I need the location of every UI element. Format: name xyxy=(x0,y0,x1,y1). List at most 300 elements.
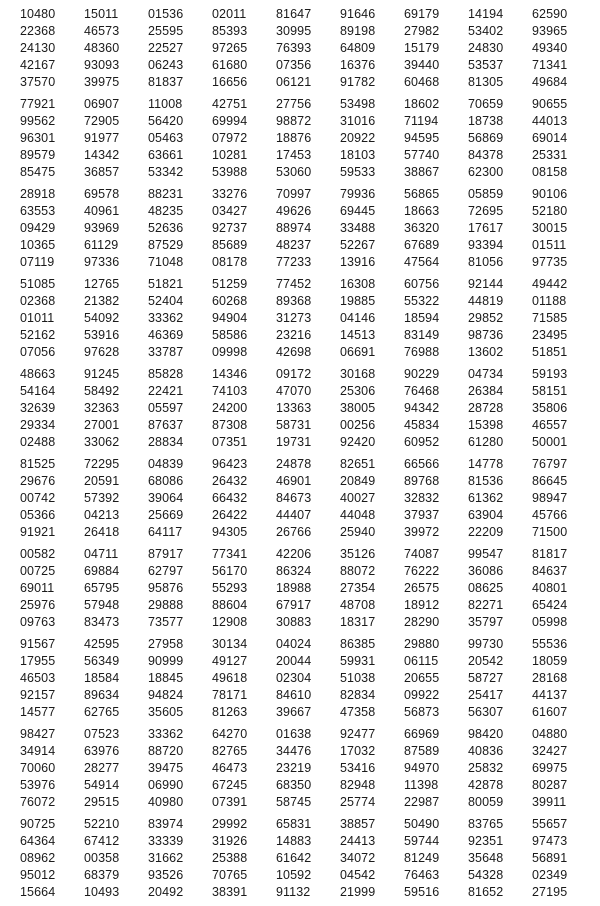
number-cell: 54328 xyxy=(468,868,504,882)
number-cell: 52162 xyxy=(20,328,56,342)
number-cell: 58586 xyxy=(212,328,248,342)
table-row xyxy=(0,434,600,451)
number-cell: 49626 xyxy=(276,204,312,218)
number-cell: 99547 xyxy=(468,547,504,561)
number-cell: 85828 xyxy=(148,367,184,381)
number-cell: 28728 xyxy=(468,401,504,415)
number-cell: 28277 xyxy=(84,761,120,775)
number-cell: 57740 xyxy=(404,148,440,162)
table-row xyxy=(0,327,600,344)
number-cell: 82271 xyxy=(468,598,504,612)
number-cell: 90999 xyxy=(148,654,184,668)
number-cell: 16656 xyxy=(212,75,248,89)
number-cell: 91977 xyxy=(84,131,120,145)
table-row xyxy=(0,546,600,563)
number-cell: 35797 xyxy=(468,615,504,629)
number-cell: 22421 xyxy=(148,384,184,398)
number-cell: 29334 xyxy=(20,418,56,432)
number-cell: 53060 xyxy=(276,165,312,179)
table-row xyxy=(0,237,600,254)
number-cell: 94595 xyxy=(404,131,440,145)
number-cell: 98872 xyxy=(276,114,312,128)
number-cell: 42167 xyxy=(20,58,56,72)
number-cell: 87529 xyxy=(148,238,184,252)
number-cell: 26418 xyxy=(84,525,120,539)
number-cell: 95876 xyxy=(148,581,184,595)
number-cell: 98736 xyxy=(468,328,504,342)
number-cell: 59931 xyxy=(340,654,376,668)
number-cell: 56349 xyxy=(84,654,120,668)
table-row xyxy=(0,6,600,23)
row-group xyxy=(0,816,600,901)
table-row xyxy=(0,383,600,400)
number-cell: 38857 xyxy=(340,817,376,831)
number-cell: 81652 xyxy=(468,885,504,899)
table-row xyxy=(0,490,600,507)
number-cell: 22527 xyxy=(148,41,184,55)
number-cell: 48235 xyxy=(148,204,184,218)
number-cell: 30883 xyxy=(276,615,312,629)
number-cell: 14346 xyxy=(212,367,248,381)
number-cell: 77921 xyxy=(20,97,56,111)
number-cell: 49127 xyxy=(212,654,248,668)
number-cell: 14883 xyxy=(276,834,312,848)
number-cell: 38391 xyxy=(212,885,248,899)
number-cell: 18602 xyxy=(404,97,440,111)
number-cell: 28918 xyxy=(20,187,56,201)
number-cell: 53537 xyxy=(468,58,504,72)
number-cell: 08158 xyxy=(532,165,568,179)
number-cell: 55657 xyxy=(532,817,568,831)
number-cell: 04880 xyxy=(532,727,568,741)
table-row xyxy=(0,704,600,721)
number-cell: 18912 xyxy=(404,598,440,612)
number-cell: 95012 xyxy=(20,868,56,882)
number-cell: 25976 xyxy=(20,598,56,612)
number-cell: 39911 xyxy=(532,795,567,809)
number-cell: 71341 xyxy=(532,58,568,72)
number-cell: 26384 xyxy=(468,384,504,398)
number-cell: 80059 xyxy=(468,795,504,809)
number-cell: 44819 xyxy=(468,294,504,308)
table-row xyxy=(0,636,600,653)
table-row xyxy=(0,743,600,760)
number-cell: 25832 xyxy=(468,761,504,775)
number-cell: 00582 xyxy=(20,547,56,561)
number-cell: 71194 xyxy=(404,114,439,128)
number-cell: 92144 xyxy=(468,277,504,291)
number-cell: 18988 xyxy=(276,581,312,595)
number-cell: 01536 xyxy=(148,7,184,21)
number-cell: 49618 xyxy=(212,671,248,685)
number-cell: 07356 xyxy=(276,58,312,72)
number-cell: 38867 xyxy=(404,165,440,179)
number-cell: 67917 xyxy=(276,598,312,612)
table-row xyxy=(0,96,600,113)
number-cell: 52180 xyxy=(532,204,568,218)
number-cell: 17617 xyxy=(468,221,504,235)
number-cell: 92737 xyxy=(212,221,248,235)
number-cell: 09172 xyxy=(276,367,312,381)
table-row xyxy=(0,130,600,147)
number-cell: 73577 xyxy=(148,615,184,629)
number-cell: 10365 xyxy=(20,238,56,252)
number-cell: 00256 xyxy=(340,418,376,432)
number-cell: 07351 xyxy=(212,435,248,449)
number-cell: 14194 xyxy=(468,7,504,21)
number-cell: 14513 xyxy=(340,328,376,342)
number-cell: 98947 xyxy=(532,491,568,505)
number-cell: 45766 xyxy=(532,508,568,522)
number-cell: 29676 xyxy=(20,474,56,488)
table-row xyxy=(0,760,600,777)
table-row xyxy=(0,276,600,293)
number-cell: 61642 xyxy=(276,851,312,865)
number-cell: 18594 xyxy=(404,311,440,325)
table-row xyxy=(0,203,600,220)
number-cell: 52636 xyxy=(148,221,184,235)
table-row xyxy=(0,816,600,833)
number-cell: 62765 xyxy=(84,705,120,719)
number-cell: 06907 xyxy=(84,97,120,111)
number-cell: 44013 xyxy=(532,114,568,128)
number-cell: 88974 xyxy=(276,221,312,235)
number-cell: 33339 xyxy=(148,834,184,848)
number-cell: 76222 xyxy=(404,564,440,578)
number-cell: 02011 xyxy=(212,7,247,21)
number-cell: 48708 xyxy=(340,598,376,612)
number-cell: 53402 xyxy=(468,24,504,38)
number-cell: 85393 xyxy=(212,24,248,38)
number-cell: 24878 xyxy=(276,457,312,471)
number-cell: 98427 xyxy=(20,727,56,741)
number-cell: 47564 xyxy=(404,255,440,269)
number-cell: 46557 xyxy=(532,418,568,432)
number-cell: 20044 xyxy=(276,654,312,668)
number-cell: 13916 xyxy=(340,255,376,269)
number-cell: 29852 xyxy=(468,311,504,325)
number-cell: 33787 xyxy=(148,345,184,359)
number-cell: 93969 xyxy=(84,221,120,235)
number-cell: 04734 xyxy=(468,367,504,381)
number-cell: 05366 xyxy=(20,508,56,522)
number-cell: 27982 xyxy=(404,24,440,38)
number-cell: 58727 xyxy=(468,671,504,685)
number-cell: 33062 xyxy=(84,435,120,449)
table-row xyxy=(0,524,600,541)
number-cell: 31016 xyxy=(340,114,376,128)
number-cell: 44407 xyxy=(276,508,312,522)
number-cell: 44048 xyxy=(340,508,376,522)
number-cell: 94970 xyxy=(404,761,440,775)
number-cell: 36086 xyxy=(468,564,504,578)
table-row xyxy=(0,40,600,57)
number-cell: 39667 xyxy=(276,705,312,719)
number-cell: 01638 xyxy=(276,727,312,741)
table-row xyxy=(0,23,600,40)
number-cell: 84378 xyxy=(468,148,504,162)
number-cell: 92477 xyxy=(340,727,376,741)
number-cell: 06691 xyxy=(340,345,376,359)
number-cell: 80287 xyxy=(532,778,568,792)
number-cell: 13602 xyxy=(468,345,504,359)
number-cell: 81305 xyxy=(468,75,504,89)
number-cell: 51038 xyxy=(340,671,376,685)
number-cell: 77233 xyxy=(276,255,312,269)
number-cell: 20492 xyxy=(148,885,184,899)
number-cell: 30134 xyxy=(212,637,248,651)
number-cell: 50490 xyxy=(404,817,440,831)
number-cell: 04146 xyxy=(340,311,376,325)
row-group xyxy=(0,546,600,631)
number-cell: 82765 xyxy=(212,744,248,758)
number-cell: 69011 xyxy=(20,581,55,595)
number-cell: 83765 xyxy=(468,817,504,831)
number-cell: 18663 xyxy=(404,204,440,218)
number-cell: 69014 xyxy=(532,131,568,145)
number-cell: 70659 xyxy=(468,97,504,111)
number-cell: 18584 xyxy=(84,671,120,685)
number-cell: 18738 xyxy=(468,114,504,128)
number-cell: 04711 xyxy=(84,547,119,561)
number-cell: 27001 xyxy=(84,418,120,432)
number-cell: 29992 xyxy=(212,817,248,831)
number-cell: 54914 xyxy=(84,778,120,792)
number-cell: 92420 xyxy=(340,435,376,449)
row-group xyxy=(0,276,600,361)
number-cell: 69994 xyxy=(212,114,248,128)
row-group xyxy=(0,456,600,541)
number-cell: 89368 xyxy=(276,294,312,308)
number-cell: 60952 xyxy=(404,435,440,449)
number-cell: 53342 xyxy=(148,165,184,179)
number-cell: 12908 xyxy=(212,615,248,629)
number-cell: 84673 xyxy=(276,491,312,505)
table-row xyxy=(0,400,600,417)
table-row xyxy=(0,833,600,850)
table-row xyxy=(0,794,600,811)
number-cell: 53916 xyxy=(84,328,120,342)
number-cell: 14577 xyxy=(20,705,56,719)
number-cell: 81647 xyxy=(276,7,312,21)
number-cell: 42698 xyxy=(276,345,312,359)
number-cell: 51085 xyxy=(20,277,56,291)
number-cell: 86385 xyxy=(340,637,376,651)
number-cell: 25774 xyxy=(340,795,376,809)
number-cell: 26422 xyxy=(212,508,248,522)
number-cell: 99562 xyxy=(20,114,56,128)
number-cell: 53976 xyxy=(20,778,56,792)
number-cell: 37570 xyxy=(20,75,56,89)
row-group xyxy=(0,186,600,271)
number-cell: 68350 xyxy=(276,778,312,792)
number-cell: 85689 xyxy=(212,238,248,252)
number-cell: 27354 xyxy=(340,581,376,595)
number-cell: 67412 xyxy=(84,834,120,848)
number-cell: 01188 xyxy=(532,294,567,308)
number-cell: 63661 xyxy=(148,148,184,162)
table-row xyxy=(0,147,600,164)
number-cell: 76393 xyxy=(276,41,312,55)
number-cell: 07119 xyxy=(20,255,55,269)
number-cell: 16376 xyxy=(340,58,376,72)
number-cell: 09998 xyxy=(212,345,248,359)
table-row xyxy=(0,777,600,794)
number-cell: 61280 xyxy=(468,435,504,449)
number-cell: 69445 xyxy=(340,204,376,218)
number-cell: 21999 xyxy=(340,885,376,899)
number-cell: 62300 xyxy=(468,165,504,179)
number-cell: 24200 xyxy=(212,401,248,415)
number-cell: 30995 xyxy=(276,24,312,38)
number-cell: 35126 xyxy=(340,547,376,561)
number-cell: 25306 xyxy=(340,384,376,398)
table-row xyxy=(0,867,600,884)
number-cell: 03427 xyxy=(212,204,248,218)
number-cell: 50001 xyxy=(532,435,568,449)
number-cell: 12765 xyxy=(84,277,120,291)
table-row xyxy=(0,113,600,130)
number-cell: 07391 xyxy=(212,795,248,809)
number-cell: 07972 xyxy=(212,131,248,145)
number-cell: 17032 xyxy=(340,744,376,758)
number-cell: 71585 xyxy=(532,311,568,325)
number-cell: 76072 xyxy=(20,795,56,809)
number-cell: 42878 xyxy=(468,778,504,792)
number-cell: 39440 xyxy=(404,58,440,72)
number-cell: 81249 xyxy=(404,851,440,865)
number-cell: 07523 xyxy=(84,727,120,741)
table-row xyxy=(0,884,600,901)
number-cell: 81837 xyxy=(148,75,184,89)
number-cell: 29880 xyxy=(404,637,440,651)
number-cell: 10480 xyxy=(20,7,56,21)
number-cell: 60756 xyxy=(404,277,440,291)
number-cell: 89579 xyxy=(20,148,56,162)
number-cell: 68086 xyxy=(148,474,184,488)
number-cell: 22368 xyxy=(20,24,56,38)
number-cell: 94904 xyxy=(212,311,248,325)
number-cell: 04213 xyxy=(84,508,120,522)
number-cell: 91567 xyxy=(20,637,56,651)
number-cell: 40027 xyxy=(340,491,376,505)
number-cell: 59516 xyxy=(404,885,440,899)
number-cell: 58492 xyxy=(84,384,120,398)
number-cell: 09922 xyxy=(404,688,440,702)
number-cell: 02349 xyxy=(532,868,568,882)
number-cell: 20655 xyxy=(404,671,440,685)
number-cell: 70997 xyxy=(276,187,312,201)
table-row xyxy=(0,670,600,687)
number-cell: 79936 xyxy=(340,187,376,201)
number-cell: 25388 xyxy=(212,851,248,865)
table-row xyxy=(0,614,600,631)
number-cell: 70765 xyxy=(212,868,248,882)
number-cell: 54092 xyxy=(84,311,120,325)
number-cell: 24830 xyxy=(468,41,504,55)
table-row xyxy=(0,186,600,203)
number-cell: 15179 xyxy=(404,41,440,55)
number-cell: 69884 xyxy=(84,564,120,578)
number-cell: 81536 xyxy=(468,474,504,488)
number-cell: 61680 xyxy=(212,58,248,72)
row-group xyxy=(0,6,600,91)
number-cell: 32832 xyxy=(404,491,440,505)
number-cell: 82948 xyxy=(340,778,376,792)
number-cell: 92351 xyxy=(468,834,504,848)
number-cell: 94305 xyxy=(212,525,248,539)
number-cell: 62590 xyxy=(532,7,568,21)
number-cell: 67689 xyxy=(404,238,440,252)
number-cell: 81817 xyxy=(532,547,568,561)
number-cell: 45834 xyxy=(404,418,440,432)
number-cell: 56873 xyxy=(404,705,440,719)
number-cell: 31273 xyxy=(276,311,312,325)
number-cell: 89634 xyxy=(84,688,120,702)
number-cell: 33276 xyxy=(212,187,248,201)
number-cell: 90655 xyxy=(532,97,568,111)
number-cell: 97265 xyxy=(212,41,248,55)
table-row xyxy=(0,653,600,670)
number-cell: 31926 xyxy=(212,834,248,848)
number-cell: 02488 xyxy=(20,435,56,449)
number-cell: 54164 xyxy=(20,384,56,398)
number-cell: 53988 xyxy=(212,165,248,179)
number-cell: 61607 xyxy=(532,705,568,719)
number-cell: 06115 xyxy=(404,654,439,668)
number-cell: 90106 xyxy=(532,187,568,201)
table-row xyxy=(0,507,600,524)
number-cell: 47358 xyxy=(340,705,376,719)
number-cell: 87589 xyxy=(404,744,440,758)
number-cell: 67245 xyxy=(212,778,248,792)
table-row xyxy=(0,687,600,704)
number-cell: 25417 xyxy=(468,688,504,702)
number-cell: 00358 xyxy=(84,851,120,865)
number-cell: 81263 xyxy=(212,705,248,719)
number-cell: 04839 xyxy=(148,457,184,471)
number-cell: 52267 xyxy=(340,238,376,252)
number-cell: 92157 xyxy=(20,688,56,702)
number-cell: 13363 xyxy=(276,401,312,415)
number-cell: 02304 xyxy=(276,671,312,685)
number-cell: 39975 xyxy=(84,75,120,89)
number-cell: 35806 xyxy=(532,401,568,415)
number-cell: 56891 xyxy=(532,851,568,865)
table-row xyxy=(0,74,600,91)
table-row xyxy=(0,57,600,74)
number-cell: 76988 xyxy=(404,345,440,359)
number-cell: 25940 xyxy=(340,525,376,539)
number-cell: 15664 xyxy=(20,885,56,899)
number-cell: 98420 xyxy=(468,727,504,741)
number-cell: 62797 xyxy=(148,564,184,578)
number-cell: 87637 xyxy=(148,418,184,432)
number-cell: 46503 xyxy=(20,671,56,685)
number-cell: 88072 xyxy=(340,564,376,578)
number-cell: 36857 xyxy=(84,165,120,179)
number-cell: 08962 xyxy=(20,851,56,865)
table-row xyxy=(0,310,600,327)
number-cell: 17453 xyxy=(276,148,312,162)
number-cell: 57392 xyxy=(84,491,120,505)
number-cell: 18876 xyxy=(276,131,312,145)
number-cell: 96423 xyxy=(212,457,248,471)
number-cell: 20591 xyxy=(84,474,120,488)
number-cell: 76797 xyxy=(532,457,568,471)
number-cell: 84610 xyxy=(276,688,312,702)
number-cell: 71500 xyxy=(532,525,568,539)
